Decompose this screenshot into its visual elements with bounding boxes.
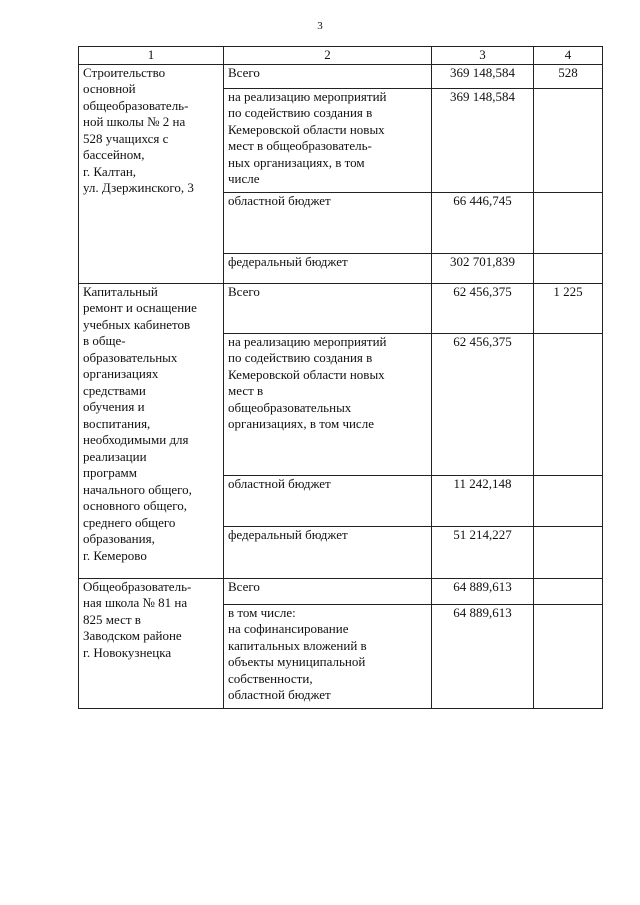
table-row <box>79 578 603 604</box>
table-row <box>79 283 603 333</box>
amount-cell: 302 701,839 <box>432 253 534 283</box>
object-name-cell: Капитальный ремонт и оснащение учебных кабинетов в обще- образовательных организациях средствами обучения и воспитания, необходимыми для реализации программ начального общего, основного общего, среднего общего образования, г. Кемерово <box>79 283 224 578</box>
header-col-1: 1 <box>79 47 224 65</box>
capacity-cell: 1 225 <box>534 283 603 333</box>
row-label: в том числе: на софинансирование капитальных вложений в объекты муниципальной собственности, областной бюджет <box>224 604 432 708</box>
table-row <box>79 64 603 88</box>
empty-cell <box>534 253 603 283</box>
row-label: федеральный бюджет <box>224 253 432 283</box>
amount-cell: 62 456,375 <box>432 283 534 333</box>
empty-cell <box>534 604 603 708</box>
amount-cell: 64 889,613 <box>432 578 534 604</box>
amount-cell: 11 242,148 <box>432 475 534 526</box>
table-header-row <box>79 47 603 65</box>
header-col-3: 3 <box>432 47 534 65</box>
empty-cell <box>534 88 603 192</box>
row-label: федеральный бюджет <box>224 526 432 578</box>
row-label: областной бюджет <box>224 475 432 526</box>
empty-cell <box>534 333 603 475</box>
empty-cell <box>534 192 603 253</box>
capacity-cell: 528 <box>534 64 603 88</box>
object-name-cell: Строительство основной общеобразователь- ной школы № 2 на 528 учащихся с бассейном, г. Калтан, ул. Дзержинского, 3 <box>79 64 224 283</box>
amount-cell: 62 456,375 <box>432 333 534 475</box>
empty-cell <box>534 475 603 526</box>
empty-cell <box>534 526 603 578</box>
row-label: на реализацию мероприятий по содействию создания в Кемеровской области новых мест в общеобразовательных организациях, в том числе <box>224 333 432 475</box>
empty-cell <box>534 578 603 604</box>
amount-cell: 369 148,584 <box>432 64 534 88</box>
amount-cell: 66 446,745 <box>432 192 534 253</box>
row-label: Всего <box>224 578 432 604</box>
amount-cell: 369 148,584 <box>432 88 534 192</box>
row-label: областной бюджет <box>224 192 432 253</box>
amount-cell: 64 889,613 <box>432 604 534 708</box>
row-label: Всего <box>224 283 432 333</box>
object-name-cell: Общеобразователь- ная школа № 81 на 825 мест в Заводском районе г. Новокузнецка <box>79 578 224 708</box>
row-label: на реализацию мероприятий по содействию создания в Кемеровской области новых мест в общеобразователь- ных организациях, в том числе <box>224 88 432 192</box>
page-number: 3 <box>317 20 323 32</box>
row-label: Всего <box>224 64 432 88</box>
financing-table <box>78 46 603 709</box>
header-col-4: 4 <box>534 47 603 65</box>
amount-cell: 51 214,227 <box>432 526 534 578</box>
header-col-2: 2 <box>224 47 432 65</box>
